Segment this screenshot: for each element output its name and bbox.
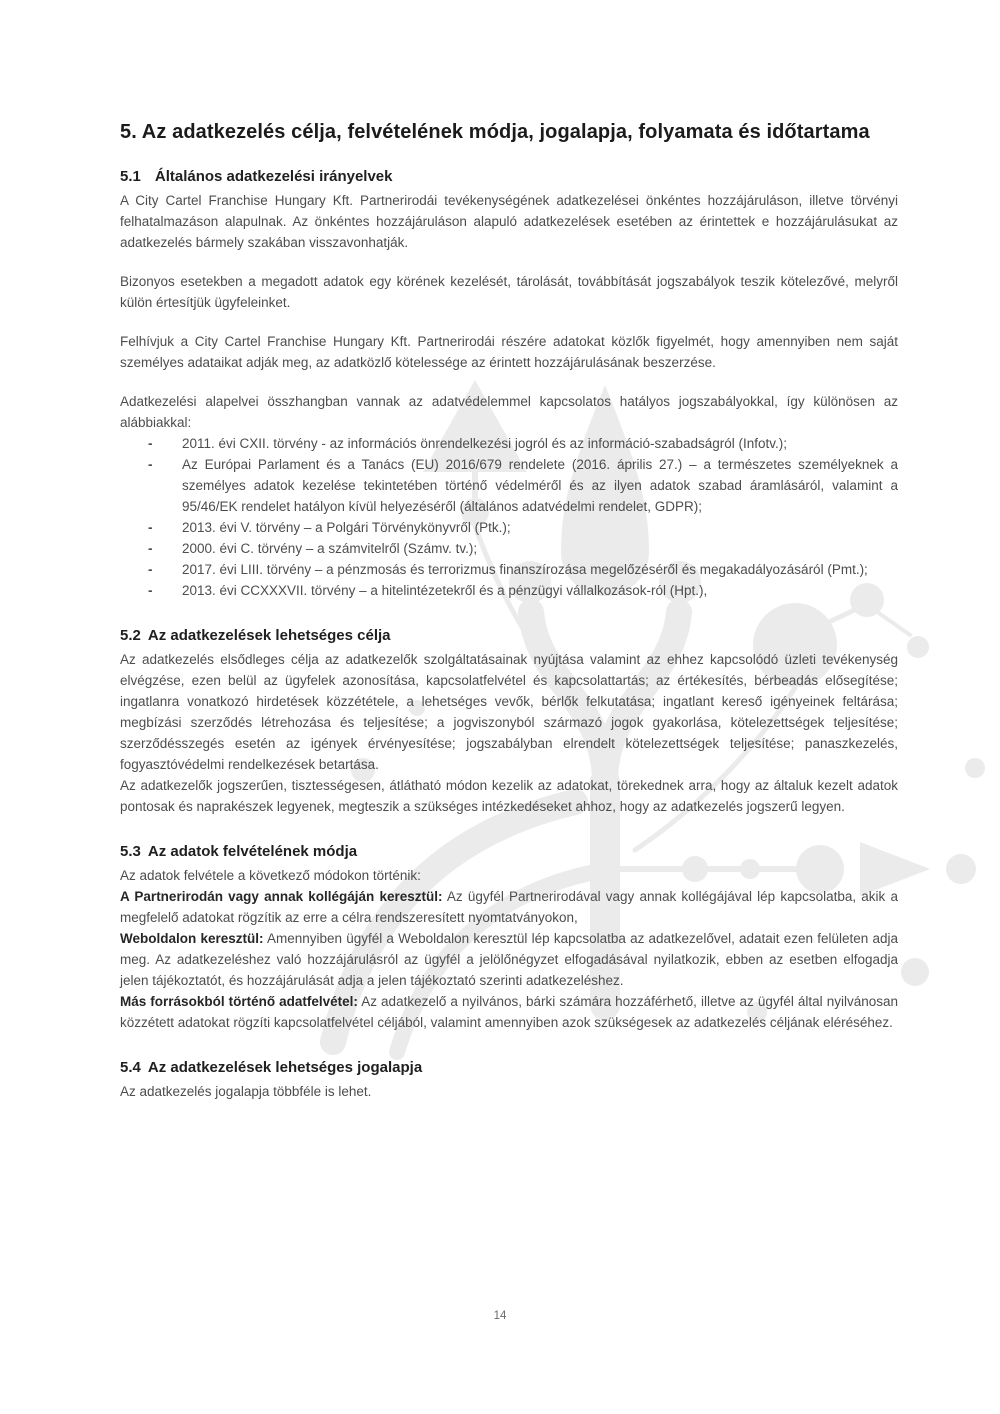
section-number: 5.4 xyxy=(120,1059,141,1076)
document-content xyxy=(120,118,898,1102)
paragraph: Az adatkezelés elsődleges célja az adatkezelők szolgáltatásainak nyújtása valamint az ehhez kapcsolódó üzleti tevékenység elvégzése, ezen belül az ügyfelek azonosítása, kapcsolatfelvétel és kapcsolattartás; az értékesítés, bérbeadás elősegítése; ingatlanra vonatkozó hirdetések közzététele, a lehetséges vevők, bérlők felkutatása; ingatlant kereső igényeinek feltárása; megbízási szerződés létrehozása és teljesítése; a jogviszonyból származó jogok gyakorlása, kötelezettségek teljesítése; szerződésszegés esetén az igények érvényesítése; jogszabályban elrendelt kötelezettségek teljesítése; panaszkezelés, fogyasztóvédelmi rendelkezések betartása. xyxy=(120,652,898,772)
paragraph: Az adatkezelés jogalapja többféle is lehet. xyxy=(120,1084,372,1099)
list-item: - 2013. évi V. törvény – a Polgári Törvénykönyvről (Ptk.); xyxy=(120,517,898,538)
section-5-2 xyxy=(120,625,898,817)
method-label: A Partnerirodán vagy annak kollégáján keresztül: xyxy=(120,889,443,904)
section-5-1 xyxy=(120,166,898,601)
section-5-3 xyxy=(120,841,898,1033)
paragraph: Felhívjuk a City Cartel Franchise Hungary Kft. Partnerirodái részére adatokat közlők figyelmét, hogy amennyiben nem saját személyes adataikat adják meg, az adatközlő kötelessége az érintett hozzájárulásának beszerzése. xyxy=(120,334,898,370)
method-label: Weboldalon keresztül: xyxy=(120,931,264,946)
paragraph: Az adatok felvétele a következő módokon történik: xyxy=(120,868,421,883)
paragraph xyxy=(120,886,898,928)
section-number: 5.2 xyxy=(120,627,141,644)
section-5-4-heading xyxy=(120,1057,898,1078)
list-item: - 2017. évi LIII. törvény – a pénzmosás és terrorizmus finanszírozása megelőzéséről és megakadályozásáról (Pmt.); xyxy=(120,559,898,580)
section-5-1-heading xyxy=(120,166,898,187)
paragraph: Az adatkezelők jogszerűen, tisztességesen, átlátható módon kezelik az adatokat, törekednek arra, hogy az általuk kezelt adatok pontosak és naprakészek legyenek, megteszik a szükséges intézkedéseket ahhoz, hogy az adatkezelés jogszerű legyen. xyxy=(120,778,898,814)
section-number: 5.3 xyxy=(120,843,141,860)
method-text: Az adatkezelő a nyilvános, bárki számára hozzáférhető, illetve az ügyfél által nyilvánosan közzétett adatokat rögzíti kapcsolatfelvétel céljából, valamint amennyiben azok szükségesek az adatkezelés céljának eléréséhez. xyxy=(120,994,898,1030)
section-title: Általános adatkezelési irányelvek xyxy=(154,168,393,185)
method-text: Amennyiben ügyfél a Weboldalon keresztül lép kapcsolatba az adatkezelővel, adatait ezen felületen adja meg. Az adatkezeléshez való hozzájárulásról az ügyfél a jelölőnégyzet elfogadásával nyilatkozik, ebben az esetben elfogadja jelen tájékoztatót, és hozzájárulását adja a jelen tájékoztató szerinti adatkezeléshez. xyxy=(120,931,898,988)
paragraph: Bizonyos esetekben a megadott adatok egy körének kezelését, tárolását, továbbítását jogszabályok teszik kötelezővé, melyről külön értesítjük ügyfeleinket. xyxy=(120,274,898,310)
page-number: 14 xyxy=(493,1310,507,1322)
method-text: Az ügyfél Partnerirodával vagy annak kollégájával lép kapcsolatba, akik a megfelelő adatokat rögzítik az erre a célra rendszeresített nyomtatványokon, xyxy=(120,889,898,925)
section-number: 5.1 xyxy=(120,168,141,185)
list-item: - 2013. évi CCXXXVII. törvény – a hitelintézetekről és a pénzügyi vállalkozások-ról (Hpt.), xyxy=(120,580,898,601)
section-title: Az adatkezelések lehetséges célja xyxy=(147,627,391,644)
section-title: Az adatok felvételének módja xyxy=(147,843,358,860)
list-item: - 2000. évi C. törvény – a számvitelről (Számv. tv.); xyxy=(120,538,898,559)
paragraph xyxy=(120,928,898,991)
document-title: 5. Az adatkezelés célja, felvételének módja, jogalapja, folyamata és időtartama xyxy=(120,121,870,143)
method-label: Más forrásokból történő adatfelvétel: xyxy=(120,994,358,1009)
list-item: - Az Európai Parlament és a Tanács (EU) 2016/679 rendelete (2016. április 27.) – a természetes személyeknek a személyes adatok kezelése tekintetében történő védelméről és az ilyen adatok szabad áramlásáról, valamint a 95/46/EK rendelet hatályon kívül helyezéséről (általános adatvédelmi rendelet, GDPR); xyxy=(120,454,898,517)
list-item: - 2011. évi CXII. törvény - az információs önrendelkezési jogról és az információ-szabadságról (Infotv.); xyxy=(120,433,898,454)
paragraph: A City Cartel Franchise Hungary Kft. Partnerirodái tevékenységének adatkezelései önkéntes hozzájáruláson, illetve törvényi felhatalmazáson alapulnak. Az önkéntes hozzájáruláson alapuló adatkezelések esetében az érintettek e hozzájárulásukat az adatkezelés bármely szakában visszavonhatják. xyxy=(120,193,898,250)
paragraph xyxy=(120,991,898,1033)
section-5-4 xyxy=(120,1057,898,1102)
law-list xyxy=(120,433,898,601)
section-5-3-heading xyxy=(120,841,898,862)
section-5-2-heading xyxy=(120,625,898,646)
paragraph: Adatkezelési alapelvei összhangban vannak az adatvédelemmel kapcsolatos hatályos jogszabályokkal, így különösen az alábbiakkal: xyxy=(120,394,898,430)
section-title: Az adatkezelések lehetséges jogalapja xyxy=(147,1059,423,1076)
